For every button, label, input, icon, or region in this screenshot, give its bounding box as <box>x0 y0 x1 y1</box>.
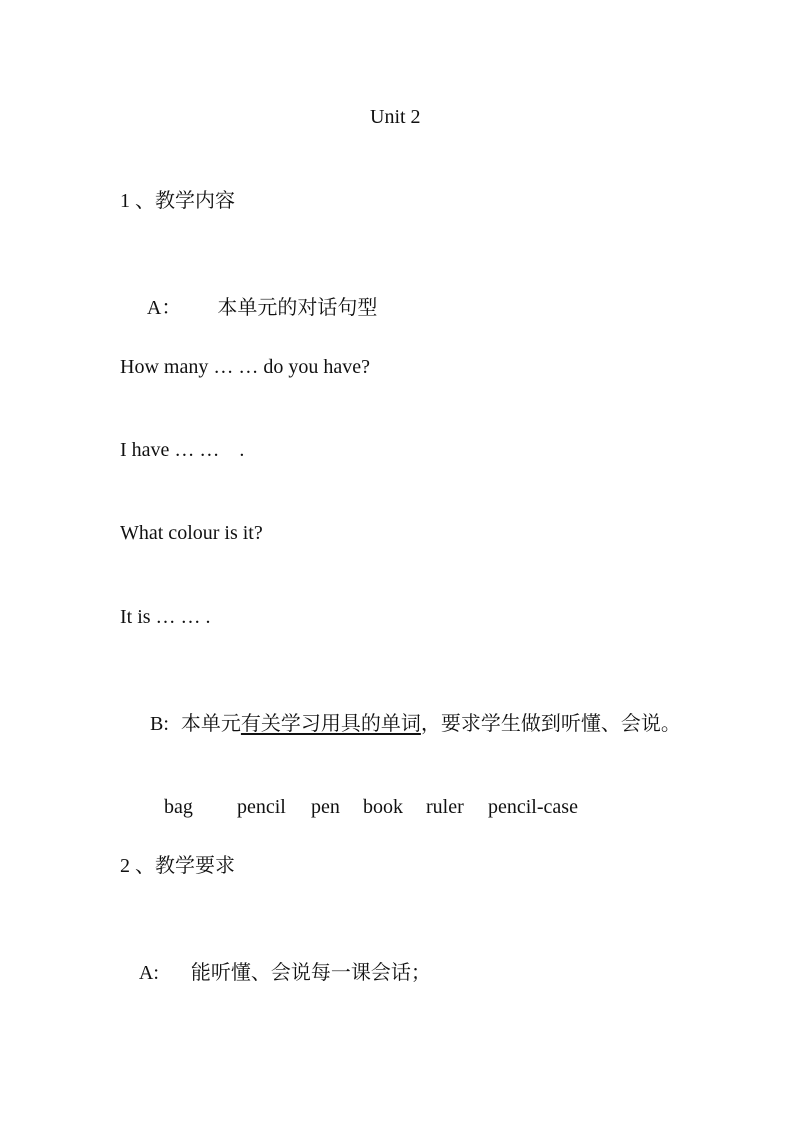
vocabulary-list <box>144 771 578 843</box>
requirement-a-line <box>120 937 431 1009</box>
section-1-heading: 1 、教学内容 <box>120 190 235 212</box>
requirement-a-text: 能听懂、会说每一课会话； <box>190 962 431 984</box>
vocab-word: pencil-case <box>488 796 578 818</box>
part-a-line <box>128 272 377 344</box>
dialogue-line-3: What colour is it? <box>120 522 263 544</box>
section-2-heading: 2 、教学要求 <box>120 855 235 877</box>
part-b-suffix: ，要求学生做到听懂、会说。 <box>420 713 681 735</box>
vocab-word: pencil <box>237 796 286 818</box>
dialogue-line-2: I have … … . <box>120 439 245 461</box>
requirement-a-label: A: <box>138 962 159 984</box>
vocab-word: pen <box>311 796 340 818</box>
part-b-prefix: 本单元 <box>180 713 241 735</box>
vocab-word: ruler <box>426 796 464 818</box>
part-b-label: B: <box>150 713 169 735</box>
part-a-label: A： <box>146 297 182 319</box>
vocab-word: book <box>363 796 403 818</box>
part-b-underlined-text: 有关学习用具的单词 <box>240 713 421 735</box>
unit-title: Unit 2 <box>370 106 421 128</box>
vocab-word: bag <box>164 796 193 818</box>
dialogue-line-1: How many … … do you have? <box>120 356 370 378</box>
dialogue-line-4: It is … … . <box>120 606 211 628</box>
part-a-text: 本单元的对话句型 <box>217 297 378 319</box>
part-b-line <box>130 688 681 760</box>
